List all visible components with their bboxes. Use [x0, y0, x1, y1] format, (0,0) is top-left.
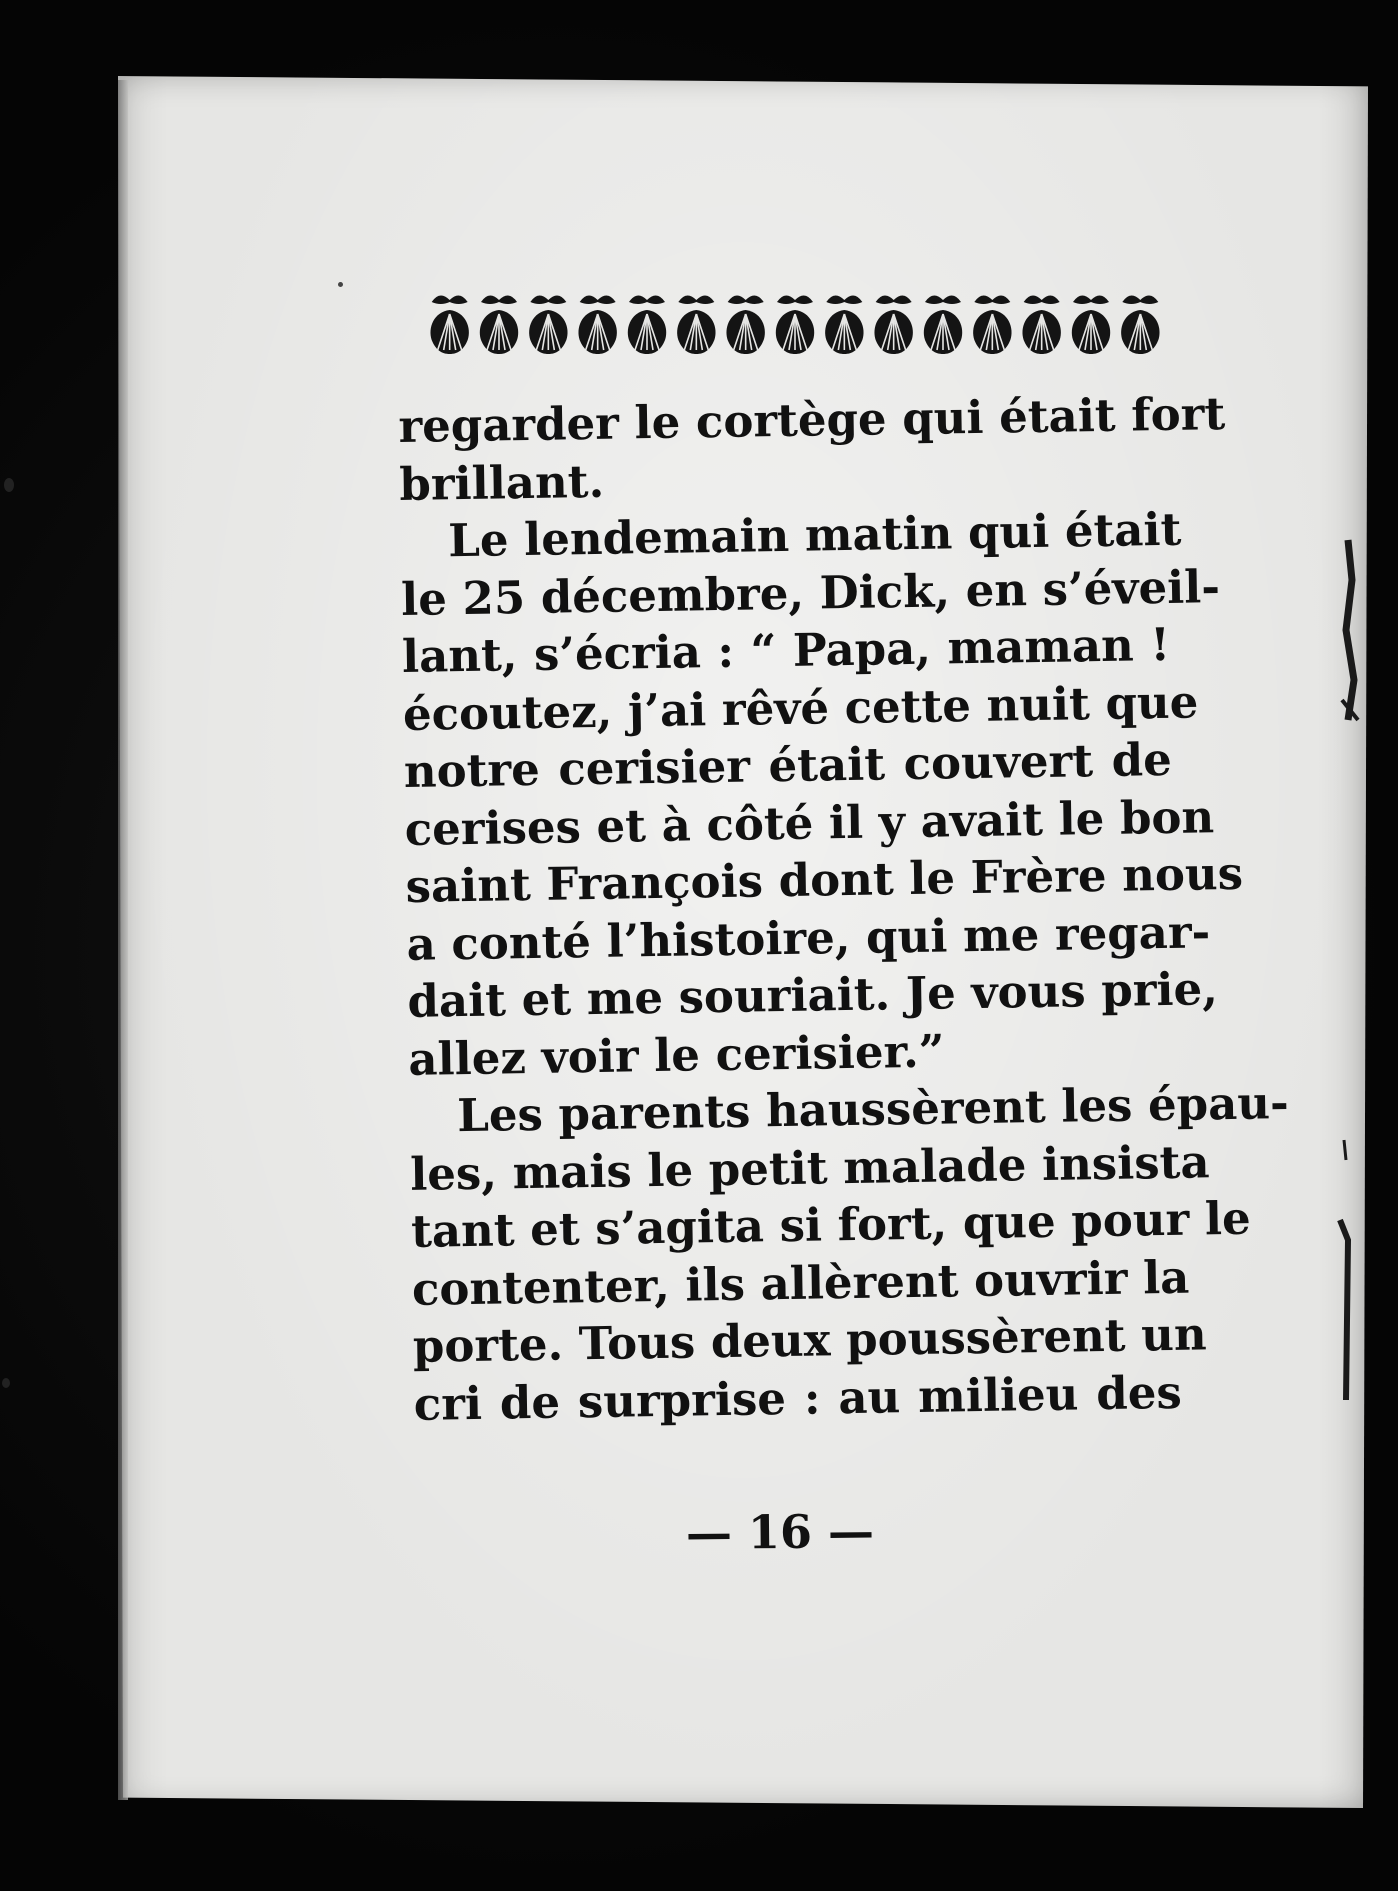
- paragraph-3: [409, 1076, 1290, 1433]
- ornament-curl: [432, 295, 468, 304]
- text-line: cerises et à côté il y avait le bon: [404, 789, 1215, 856]
- text-line: le 25 décembre, Dick, en s’éveil-: [400, 559, 1221, 626]
- ornament-curl: [678, 295, 714, 304]
- text-line: dait et me souriait. Je vous prie,: [407, 962, 1219, 1028]
- text-line: regarder le cortège qui était fort: [398, 387, 1226, 453]
- paragraph-1: [398, 386, 1226, 513]
- ornament-curl: [728, 295, 764, 304]
- body-text: [398, 386, 1290, 1433]
- ornament-curl: [826, 295, 862, 304]
- page-number: — 16 —: [685, 1504, 875, 1560]
- ornament-curl: [629, 295, 665, 304]
- text-line: allez voir le cerisier.”: [407, 1023, 945, 1086]
- text-line: porte. Tous deux poussèrent un: [412, 1307, 1207, 1373]
- text-line: Les parents haussèrent les épau-: [456, 1076, 1290, 1143]
- show-through-marks: [1318, 520, 1378, 1460]
- text-line: brillant.: [398, 454, 605, 511]
- text-line: cri de surprise : au milieu des: [413, 1365, 1183, 1431]
- ornament-curl: [1073, 295, 1109, 304]
- ornament-curl: [876, 295, 912, 304]
- text-line: écoutez, j’ai rêvé cette nuit que: [402, 674, 1199, 741]
- text-line: Le lendemain matin qui était: [447, 502, 1182, 568]
- text-line: a conté l’histoire, qui me regar-: [406, 904, 1211, 971]
- ornament-curl: [481, 295, 517, 304]
- ornament-curl: [1024, 295, 1060, 304]
- scan-speck: [338, 282, 343, 287]
- text-line: les, mais le petit malade insista: [409, 1134, 1210, 1201]
- text-line: notre cerisier était couvert de: [403, 732, 1173, 798]
- paragraph-2: [400, 501, 1244, 1088]
- ornament-curl: [925, 295, 961, 304]
- page-binding-edge: [118, 80, 128, 1800]
- ornament-curl: [1122, 295, 1158, 304]
- scan-speck: [4, 478, 14, 492]
- text-line: saint François dont le Frère nous: [405, 846, 1244, 913]
- ornament-curl: [580, 295, 616, 304]
- ornament-curl: [777, 295, 813, 304]
- text-line: tant et s’agita si fort, que pour le: [410, 1191, 1252, 1258]
- ornamental-border: [425, 288, 1165, 360]
- text-line: contenter, ils allèrent ouvrir la: [411, 1250, 1190, 1316]
- text-line: lant, s’écria : “ Papa, maman !: [401, 617, 1171, 683]
- ornament-curl: [530, 295, 566, 304]
- ornament-curl: [974, 295, 1010, 304]
- scan-speck: [2, 1378, 10, 1388]
